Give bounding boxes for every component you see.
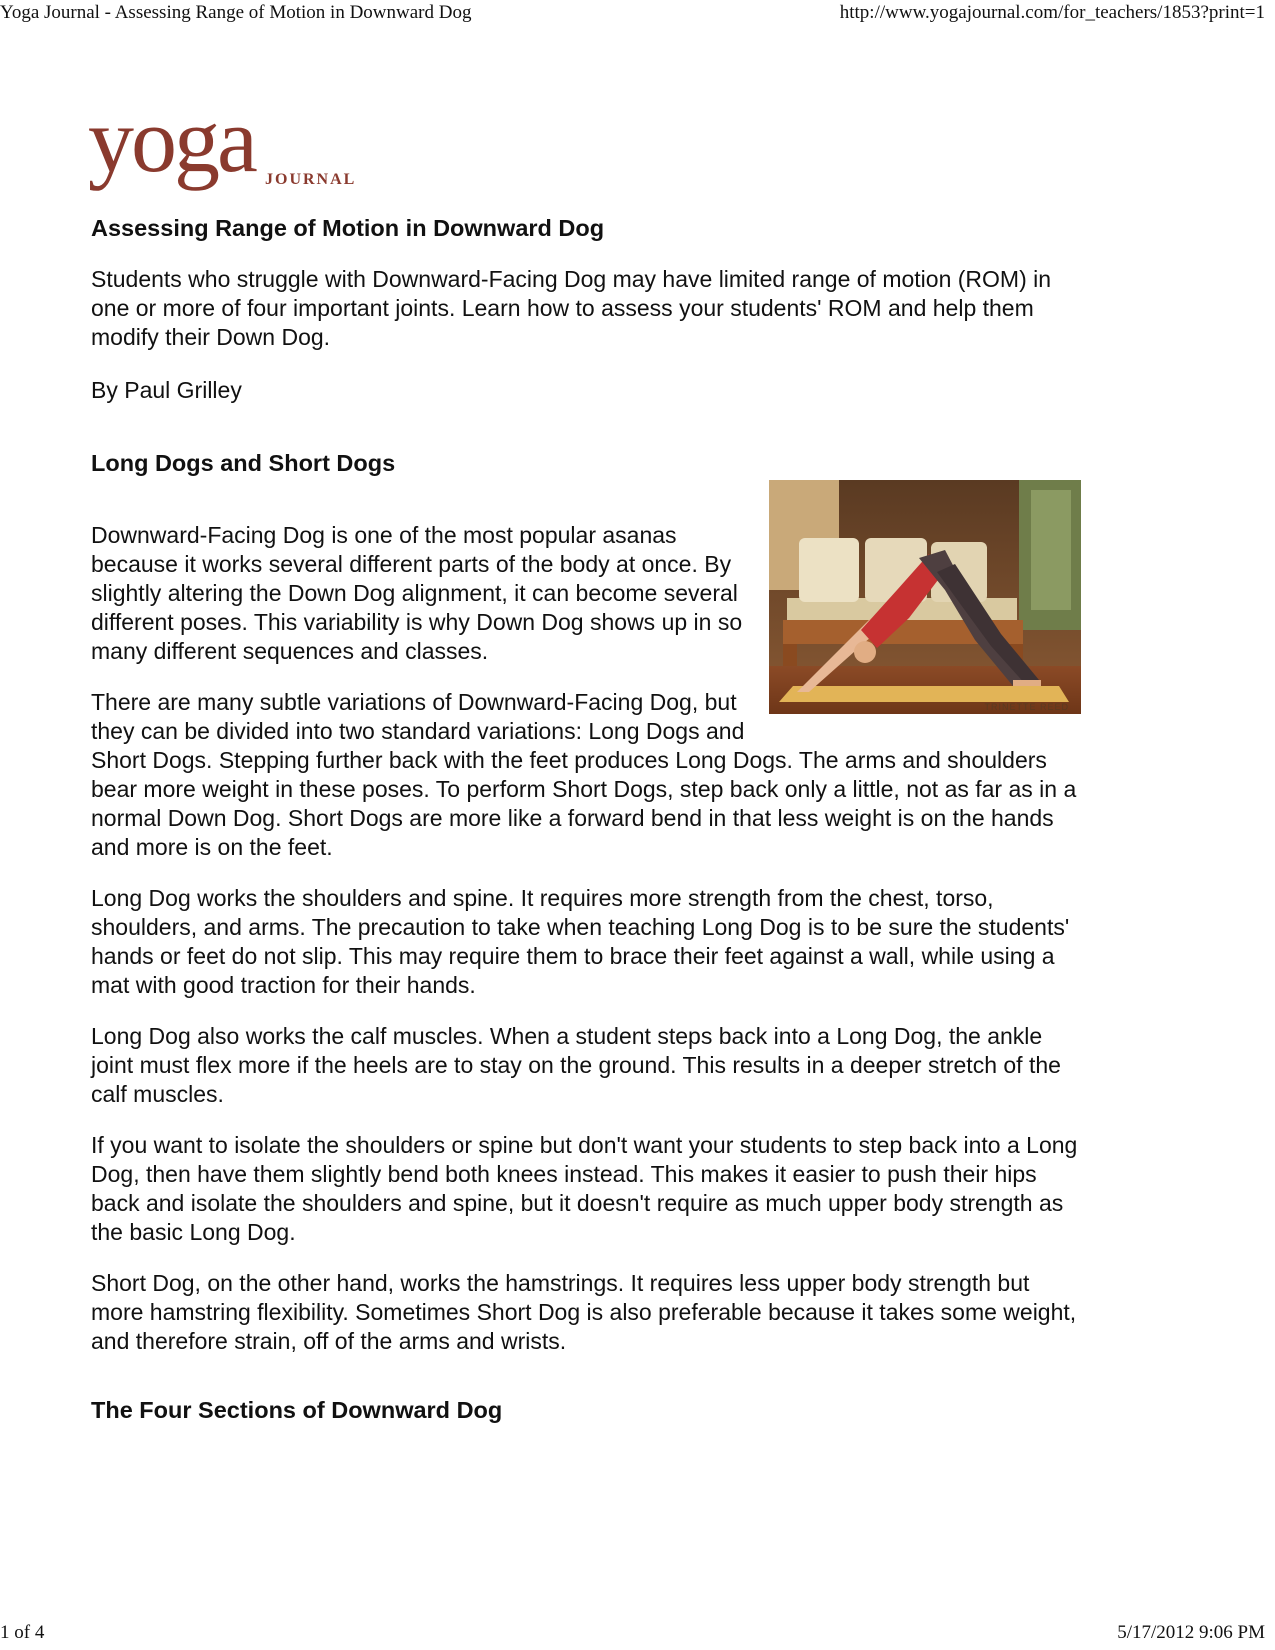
paragraph: Short Dog, on the other hand, works the hamstrings. It requires less upper body strength but more hamstring flexibility. Sometimes Short Dog is also preferable because it takes some weight, and therefore strain, off of the arms and wrists.	[91, 1270, 1077, 1354]
photo-credit: TRINETTE REED	[984, 702, 1069, 712]
print-footer	[0, 1622, 1275, 1646]
article	[91, 214, 1081, 1425]
downward-dog-photo-illustration	[769, 480, 1081, 714]
section-title-long-short-dogs: Long Dogs and Short Dogs	[91, 450, 396, 476]
page-number: 1 of 4	[0, 1622, 45, 1643]
logo-subtitle: JOURNAL	[265, 171, 357, 188]
logo-wordmark: yoga	[88, 89, 255, 191]
paragraph: Long Dog works the shoulders and spine. It requires more strength from the chest, torso, shoulders, and arms. The precaution to take when teaching Long Dog is to be sure the students' hands or feet do not slip. This may require them to brace their feet against a wall, while using a mat with good traction for their hands.	[91, 885, 1070, 998]
print-datetime: 5/17/2012 9:06 PM	[1117, 1622, 1265, 1643]
paragraph: Long Dog also works the calf muscles. When a student steps back into a Long Dog, the ankle joint must flex more if the heels are to stay on the ground. This results in a deeper stretch of the calf muscles.	[91, 1023, 1061, 1107]
print-page-url[interactable]: http://www.yogajournal.com/for_teachers/1853?print=1	[839, 2, 1265, 23]
yoga-journal-logo[interactable]	[88, 89, 378, 200]
print-header	[0, 2, 1275, 26]
article-deck: Students who struggle with Downward-Facing Dog may have limited range of motion (ROM) in one or more of four important joints. Learn how to assess your students' ROM and help them modify their Down Dog.	[91, 266, 1052, 350]
article-byline: By Paul Grilley	[91, 377, 242, 403]
article-title: Assessing Range of Motion in Downward Dog	[91, 215, 605, 241]
print-page-title: Yoga Journal - Assessing Range of Motion in Downward Dog	[0, 2, 472, 23]
paragraph: If you want to isolate the shoulders or spine but don't want your students to step back into a Long Dog, then have them slightly bend both knees instead. This makes it easier to push their hips back and isolate the shoulders and spine, but it doesn't require as much upper body strength as the basic Long Dog.	[91, 1132, 1078, 1245]
downward-dog-photo	[769, 480, 1081, 714]
paragraph: Downward-Facing Dog is one of the most popular asanas because it works several different parts of the body at once. By slightly altering the Down Dog alignment, it can become several different poses. This variability is why Down Dog shows up in so many different sequences and classes.	[91, 522, 743, 664]
section-title-four-sections: The Four Sections of Downward Dog	[91, 1397, 503, 1423]
paragraph: There are many subtle variations of Downward-Facing Dog, but they can be divided into two standard variations: Long Dogs and Short Dogs. Stepping further back with the feet produces Long Dogs. The arms and shoulders bear more weight in these poses. To perform Short Dogs, step back only a little, not as far as in a normal Down Dog. Short Dogs are more like a forward bend in that less weight is on the hands and more is on the feet.	[91, 689, 1077, 860]
